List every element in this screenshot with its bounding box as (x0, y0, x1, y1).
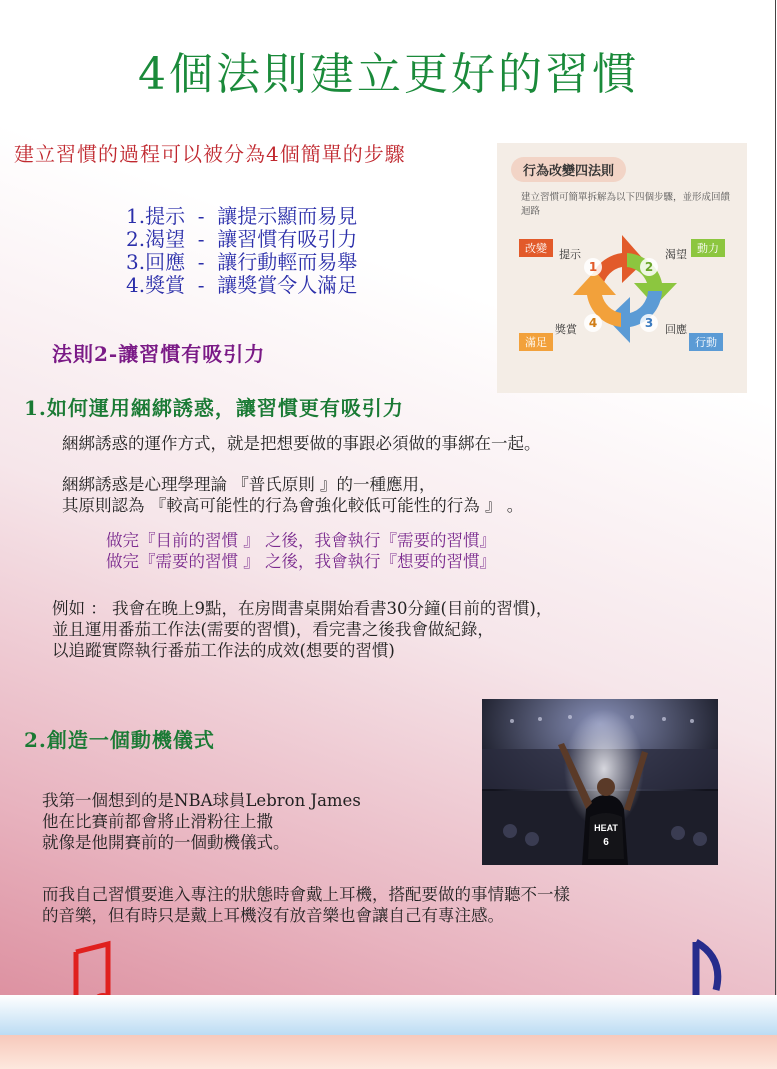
tag-label: 行動 (695, 336, 717, 349)
paragraph-line: 而我自己習慣要進入專注的狀態時會戴上耳機，搭配要做的事情聽不一樣 (42, 885, 570, 904)
paragraph-line: 以追蹤實際執行番茄工作法的成效(想要的習慣) (52, 641, 395, 660)
infographic-title: 行為改變四法則 (511, 157, 626, 182)
paragraph-line: 他在比賽前都會將止滑粉往上撒 (42, 812, 273, 831)
tag-label: 改變 (525, 242, 547, 255)
section1-paragraph1: 綑綁誘惑的運作方式，就是把想要做的事跟必須做的事綁在一起。 (62, 434, 541, 453)
section1-heading: 1.如何運用綑綁誘惑，讓習慣更有吸引力 (24, 396, 404, 420)
paragraph-line: 綑綁誘惑是心理學理論 『普氏原則 』的一種應用， (62, 475, 436, 494)
step-number: 4 (588, 316, 598, 330)
rule-heading: 法則2-讓習慣有吸引力 (52, 342, 266, 366)
step-item: 2.渴望 - 讓習慣有吸引力 (126, 227, 358, 251)
paragraph-line: 其原則認為 『較高可能性的行為會強化較低可能性的行為 』 。 (62, 496, 524, 515)
section1-paragraph2 (62, 474, 523, 516)
section2-paragraph2 (42, 884, 570, 926)
bottom-peach-band (0, 1035, 777, 1069)
paragraph-line: 就像是他開賽前的一個動機儀式。 (42, 833, 290, 852)
stage-label: 渴望 (665, 248, 687, 261)
jersey-number: 6 (603, 837, 609, 848)
lebron-photo (482, 699, 718, 865)
formula-block (106, 530, 496, 572)
tag-label: 動力 (697, 242, 719, 255)
paragraph-line: 的音樂，但有時只是戴上耳機沒有放音樂也會讓自己有專注感。 (42, 906, 504, 925)
paragraph-line: 並且運用番茄工作法(需要的習慣)，看完書之後我會做紀錄， (52, 620, 494, 639)
step-number: 2 (644, 260, 654, 274)
step-item: 3.回應 - 讓行動輕而易舉 (126, 250, 358, 274)
intro-text: 建立習慣的過程可以被分為4個簡單的步驟 (14, 142, 406, 166)
formula-line: 做完『目前的習慣 』 之後，我會執行『需要的習慣』 (106, 531, 496, 550)
arena-scene (482, 699, 718, 865)
habit-loop-diagram (497, 143, 747, 393)
example-paragraph (52, 598, 552, 661)
steps-list (126, 205, 357, 297)
stage-label: 提示 (559, 248, 581, 261)
jersey-text: HEAT (594, 823, 618, 833)
step-number: 3 (644, 316, 654, 330)
tag-label: 滿足 (525, 336, 547, 349)
bottom-blue-band (0, 995, 777, 1035)
habit-loop-infographic (497, 143, 747, 393)
section2-heading: 2.創造一個動機儀式 (24, 728, 215, 752)
section2-paragraph1 (42, 790, 361, 853)
formula-line: 做完『需要的習慣 』 之後，我會執行『想要的習慣』 (106, 552, 496, 571)
paragraph-line: 我第一個想到的是NBA球員Lebron James (42, 791, 361, 810)
infographic-subtitle: 建立習慣可簡單拆解為以下四個步驟，並形成回饋迴路 (521, 192, 731, 217)
paragraph-line: 例如 ： 我會在晚上9點，在房間書桌開始看書30分鐘(目前的習慣)， (52, 599, 553, 618)
stage-label: 獎賞 (555, 323, 577, 336)
stage-label: 回應 (665, 323, 687, 336)
step-number: 1 (588, 260, 598, 274)
step-item: 1.提示 - 讓提示顯而易見 (126, 204, 358, 228)
page-title: 4個法則建立更好的習慣 (138, 49, 639, 100)
step-item: 4.獎賞 - 讓獎賞令人滿足 (126, 273, 358, 297)
